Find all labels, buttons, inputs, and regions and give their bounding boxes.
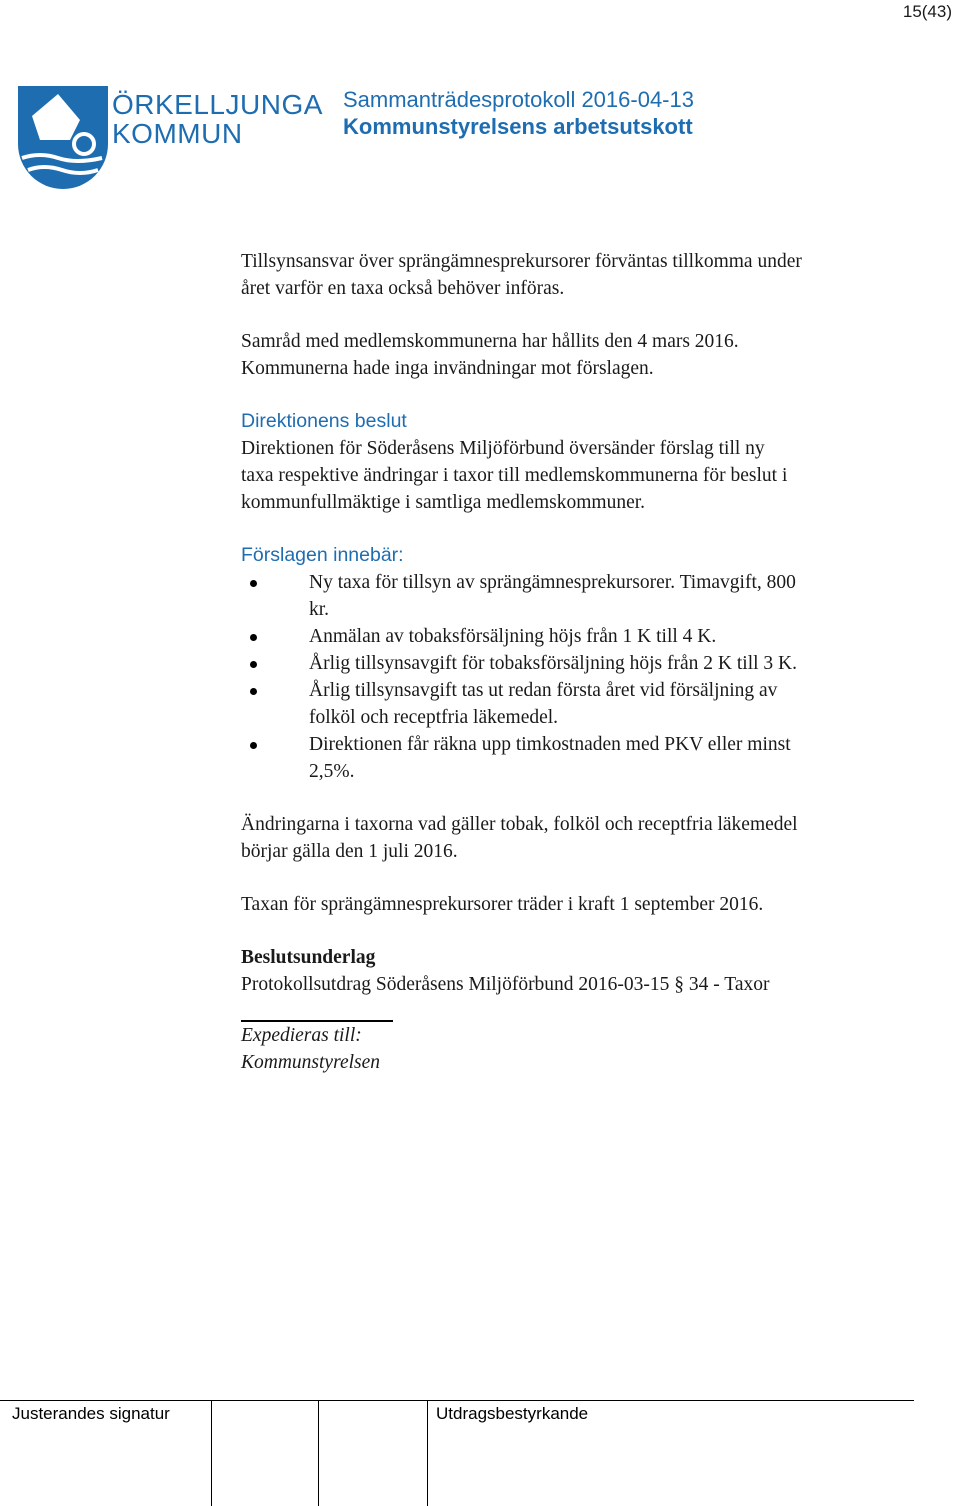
proposals-label: Förslagen innebär: <box>241 544 404 566</box>
logo-wordmark <box>112 90 323 148</box>
footer-rule <box>0 1400 914 1401</box>
proposals-list <box>241 569 921 785</box>
page-number: 15(43) <box>902 2 952 21</box>
bullet-icon <box>250 661 257 668</box>
distribution-recipient: Kommunstyrelsen <box>241 1052 381 1073</box>
signature-box-divider <box>211 1400 212 1506</box>
section-heading-basis: Beslutsunderlag <box>241 947 376 968</box>
signature-box-divider <box>427 1400 428 1506</box>
paragraph-consultation: Samråd med medlemskommunerna har hållits den 4 mars 2016. Kommunerna hade inga invändningar mot förslagen. <box>241 331 739 379</box>
document-body <box>241 248 921 1076</box>
list-item: Årlig tillsynsavgift tas ut redan första året vid försäljning av folköl och receptfria läkemedel. <box>241 677 921 731</box>
bullet-icon <box>250 580 257 587</box>
header-subtitle: Kommunstyrelsens arbetsutskott <box>343 114 693 139</box>
signature-footer <box>0 1400 914 1506</box>
paragraph-supervision: Tillsynsansvar över sprängämnesprekursorer förväntas tillkomma under året varför en taxa också behöver införas. <box>241 251 802 299</box>
paragraph-decision: Direktionen för Söderåsens Miljöförbund översänder förslag till ny taxa respektive ändringar i taxor till medlemskommunerna för beslut i kommunfullmäktige i samtliga medlemskommuner. <box>241 438 788 513</box>
list-item: Ny taxa för tillsyn av sprängämnesprekursorer. Timavgift, 800 kr. <box>241 569 921 623</box>
list-item: Årlig tillsynsavgift för tobaksförsäljning höjs från 2 K till 3 K. <box>241 650 921 677</box>
bullet-icon <box>250 688 257 695</box>
distribution-label: Expedieras till: <box>241 1025 362 1046</box>
bullet-icon <box>250 634 257 641</box>
document-header <box>343 86 694 140</box>
logo-line-1: ÖRKELLJUNGA <box>112 89 323 120</box>
signature-box-divider <box>318 1400 319 1506</box>
list-item: Direktionen får räkna upp timkostnaden med PKV eller minst 2,5%. <box>241 731 921 785</box>
paragraph-basis: Protokollsutdrag Söderåsens Miljöförbund 2016-03-15 § 34 - Taxor <box>241 974 770 995</box>
paragraph-effective-date: Ändringarna i taxorna vad gäller tobak, folköl och receptfria läkemedel börjar gälla den 1 juli 2016. <box>241 814 798 862</box>
section-heading-decision: Direktionens beslut <box>241 410 407 432</box>
distribution <box>241 1022 921 1076</box>
paragraph-explosives-tariff: Taxan för sprängämnesprekursorer träder i kraft 1 september 2016. <box>241 894 764 915</box>
bullet-icon <box>250 742 257 749</box>
certification-label: Utdragsbestyrkande <box>436 1404 589 1423</box>
logo-line-2: KOMMUN <box>112 118 243 149</box>
signature-label: Justerandes signatur <box>12 1404 170 1423</box>
list-item: Anmälan av tobaksförsäljning höjs från 1 K till 4 K. <box>241 623 921 650</box>
header-title: Sammanträdesprotokoll 2016-04-13 <box>343 87 694 112</box>
municipality-logo <box>18 86 108 190</box>
